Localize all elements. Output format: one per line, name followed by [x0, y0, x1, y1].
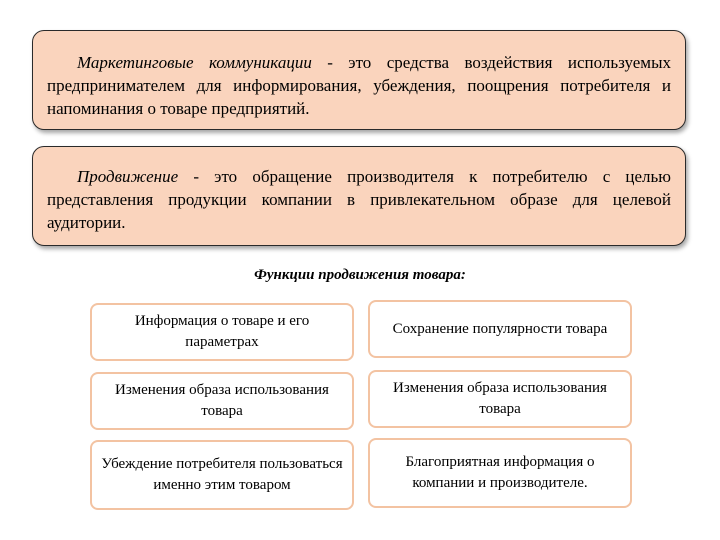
- function-box: [368, 300, 632, 358]
- definition-body: - это обращение производителя к потребителю с целью представления продукции компании в привлекательном образе для целевой аудитории.: [47, 167, 671, 232]
- definition-box-promotion: [32, 146, 686, 246]
- function-box: [368, 370, 632, 428]
- function-label: Благоприятная информация о компании и производителе.: [405, 454, 595, 491]
- function-label: Изменения образа использования товара: [115, 382, 329, 419]
- function-box: [90, 372, 354, 430]
- functions-heading: Функции продвижения товара:: [254, 267, 466, 283]
- function-label: Информация о товаре и его параметрах: [134, 313, 310, 350]
- definition-term: Маркетинговые коммуникации: [77, 53, 312, 72]
- definition-term: Продвижение: [77, 167, 179, 186]
- definition-body: - это средства воздействия используемых предпринимателем для информирования, убеждения, поощрения потребителя и напоминания о товаре предприятий.: [47, 53, 671, 118]
- definition-text: [47, 51, 671, 120]
- definition-box-marketing-communications: [32, 30, 686, 130]
- function-box: [368, 438, 632, 508]
- function-box: [90, 440, 354, 510]
- function-box: [90, 303, 354, 361]
- function-label: Убеждение потребителя пользоваться именно этим товаром: [101, 456, 343, 493]
- function-label: Сохранение популярности товара: [392, 320, 608, 337]
- definition-text: [47, 165, 671, 234]
- function-label: Изменения образа использования товара: [393, 380, 607, 417]
